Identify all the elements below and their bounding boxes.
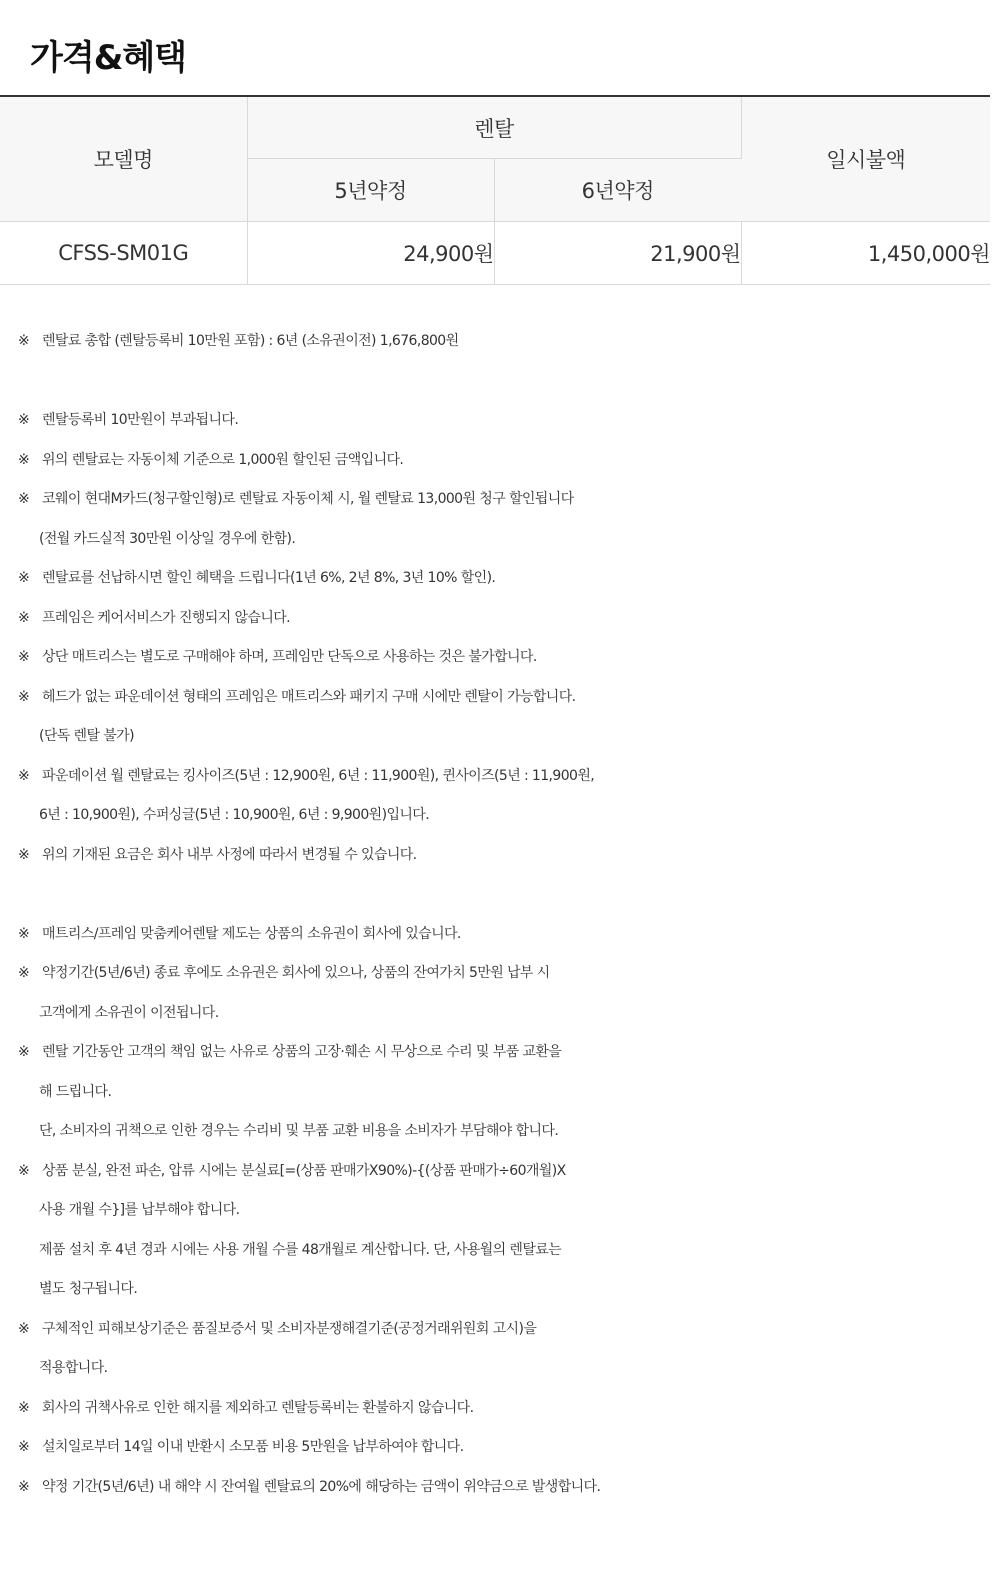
- note-text: 렌탈료를 선납하시면 할인 혜택을 드립니다(1년 6%, 2년 8%, 3년 10% 할인).: [42, 570, 496, 586]
- note-continuation: (전월 카드실적 30만원 이상일 경우에 한함).: [39, 530, 296, 547]
- price-5yr: 24,900원: [247, 222, 494, 285]
- note-item: [18, 1468, 988, 1508]
- note-item: [18, 401, 988, 441]
- note-text: 프레임은 케어서비스가 진행되지 않습니다.: [42, 609, 291, 626]
- reference-mark: ※: [18, 925, 30, 942]
- reference-mark: ※: [18, 1478, 30, 1495]
- note-text: 약정기간(5년/6년) 종료 후에도 소유권은 회사에 있으나, 상품의 잔여가치 5만원 납부 시: [42, 965, 550, 981]
- note-text: 위의 기재된 요금은 회사 내부 사정에 따라서 변경될 수 있습니다.: [42, 846, 417, 863]
- price-lump-sum: 1,450,000원: [741, 222, 990, 285]
- header-6yr: 6년약정: [494, 159, 741, 222]
- reference-mark: ※: [18, 688, 30, 705]
- note-text: 헤드가 없는 파운데이션 형태의 프레임은 매트리스와 패키지 구매 시에만 렌탈이 가능합니다.: [42, 688, 576, 705]
- note-continuation: 고객에게 소유권이 이전됩니다.: [39, 1004, 219, 1021]
- reference-mark: ※: [18, 1439, 30, 1455]
- note-item: [18, 480, 988, 520]
- note-continuation: 단, 소비자의 귀책으로 인한 경우는 수리비 및 부품 교환 비용을 소비자가 부담해야 합니다.: [39, 1123, 559, 1139]
- note-item: [18, 1152, 988, 1192]
- note-text: 렌탈등록비 10만원이 부과됩니다.: [42, 412, 239, 428]
- note-text: 설치일로부터 14일 이내 반환시 소모품 비용 5만원을 납부하여야 합니다.: [42, 1439, 464, 1455]
- note-text: 상단 매트리스는 별도로 구매해야 하며, 프레임만 단독으로 사용하는 것은 불가합니다.: [42, 649, 537, 665]
- note-continuation: 적용합니다.: [39, 1360, 108, 1376]
- note-item: [18, 757, 988, 797]
- note-text: 렌탈 기간동안 고객의 책임 없는 사유로 상품의 고장·훼손 시 무상으로 수리 및 부품 교환을: [42, 1044, 562, 1060]
- price-6yr: 21,900원: [494, 222, 741, 285]
- note-item: [18, 1310, 988, 1350]
- reference-mark: ※: [18, 1320, 30, 1337]
- note-item: [18, 1033, 988, 1073]
- note-item: [18, 1428, 988, 1468]
- reference-mark: ※: [18, 491, 30, 507]
- header-rental: 렌탈: [247, 96, 741, 159]
- note-continuation: 별도 청구됩니다.: [39, 1281, 138, 1297]
- note-item: [18, 638, 988, 678]
- section-title: 가격&혜택: [30, 38, 187, 78]
- note-text: 파운데이션 월 렌탈료는 킹사이즈(5년 : 12,900원, 6년 : 11,900원), 퀸사이즈(5년 : 11,900원,: [42, 767, 595, 784]
- note-item: [18, 954, 988, 994]
- note-text: 위의 렌탈료는 자동이체 기준으로 1,000원 할인된 금액입니다.: [42, 451, 404, 468]
- note-continuation: (단독 렌탈 불가): [39, 728, 134, 744]
- reference-mark: ※: [18, 412, 30, 428]
- reference-mark: ※: [18, 767, 30, 784]
- reference-mark: ※: [18, 649, 30, 665]
- note-continuation: 6년 : 10,900원), 수퍼싱글(5년 : 10,900원, 6년 : 9,900원)입니다.: [39, 807, 430, 823]
- note-item: [18, 599, 988, 639]
- reference-mark: ※: [18, 1044, 30, 1060]
- reference-mark: ※: [18, 965, 30, 981]
- reference-mark: ※: [18, 1162, 30, 1179]
- note-continuation: 해 드립니다.: [39, 1083, 112, 1100]
- header-5yr: 5년약정: [247, 159, 494, 222]
- note-text: 렌탈료 총합 (렌탈등록비 10만원 포함) : 6년 (소유권이전) 1,676,800원: [42, 333, 459, 349]
- model-name: CFSS-SM01G: [0, 222, 247, 285]
- notes-list: [18, 322, 988, 1507]
- note-item: [18, 915, 988, 955]
- price-table: [0, 95, 990, 285]
- note-item: [18, 441, 988, 481]
- note-text: 회사의 귀책사유로 인한 해지를 제외하고 렌탈등록비는 환불하지 않습니다.: [42, 1399, 474, 1416]
- note-text: 상품 분실, 완전 파손, 압류 시에는 분실료[=(상품 판매가X90%)-{(상품 판매가÷60개월)X: [42, 1162, 566, 1179]
- header-model: 모델명: [0, 96, 247, 222]
- table-row: [0, 222, 990, 285]
- note-item: [18, 322, 988, 362]
- reference-mark: ※: [18, 1399, 30, 1416]
- note-text: 매트리스/프레임 맞춤케어렌탈 제도는 상품의 소유권이 회사에 있습니다.: [42, 925, 461, 942]
- reference-mark: ※: [18, 609, 30, 626]
- reference-mark: ※: [18, 333, 30, 349]
- note-continuation: 제품 설치 후 4년 경과 시에는 사용 개월 수를 48개월로 계산합니다. 단, 사용월의 렌탈료는: [39, 1241, 562, 1258]
- reference-mark: ※: [18, 570, 30, 586]
- note-item: [18, 836, 988, 876]
- note-item: [18, 1389, 988, 1429]
- header-lump-sum: 일시불액: [741, 96, 990, 222]
- note-continuation: 사용 개월 수}]를 납부해야 합니다.: [39, 1202, 240, 1218]
- reference-mark: ※: [18, 451, 30, 468]
- reference-mark: ※: [18, 846, 30, 863]
- note-text: 코웨이 현대M카드(청구할인형)로 렌탈료 자동이체 시, 월 렌탈료 13,000원 청구 할인됩니다: [42, 491, 574, 507]
- note-item: [18, 678, 988, 718]
- note-item: [18, 559, 988, 599]
- note-text: 약정 기간(5년/6년) 내 해약 시 잔여월 렌탈료의 20%에 해당하는 금액이 위약금으로 발생합니다.: [42, 1478, 601, 1495]
- note-text: 구체적인 피해보상기준은 품질보증서 및 소비자분쟁해결기준(공정거래위원회 고시)을: [42, 1320, 537, 1337]
